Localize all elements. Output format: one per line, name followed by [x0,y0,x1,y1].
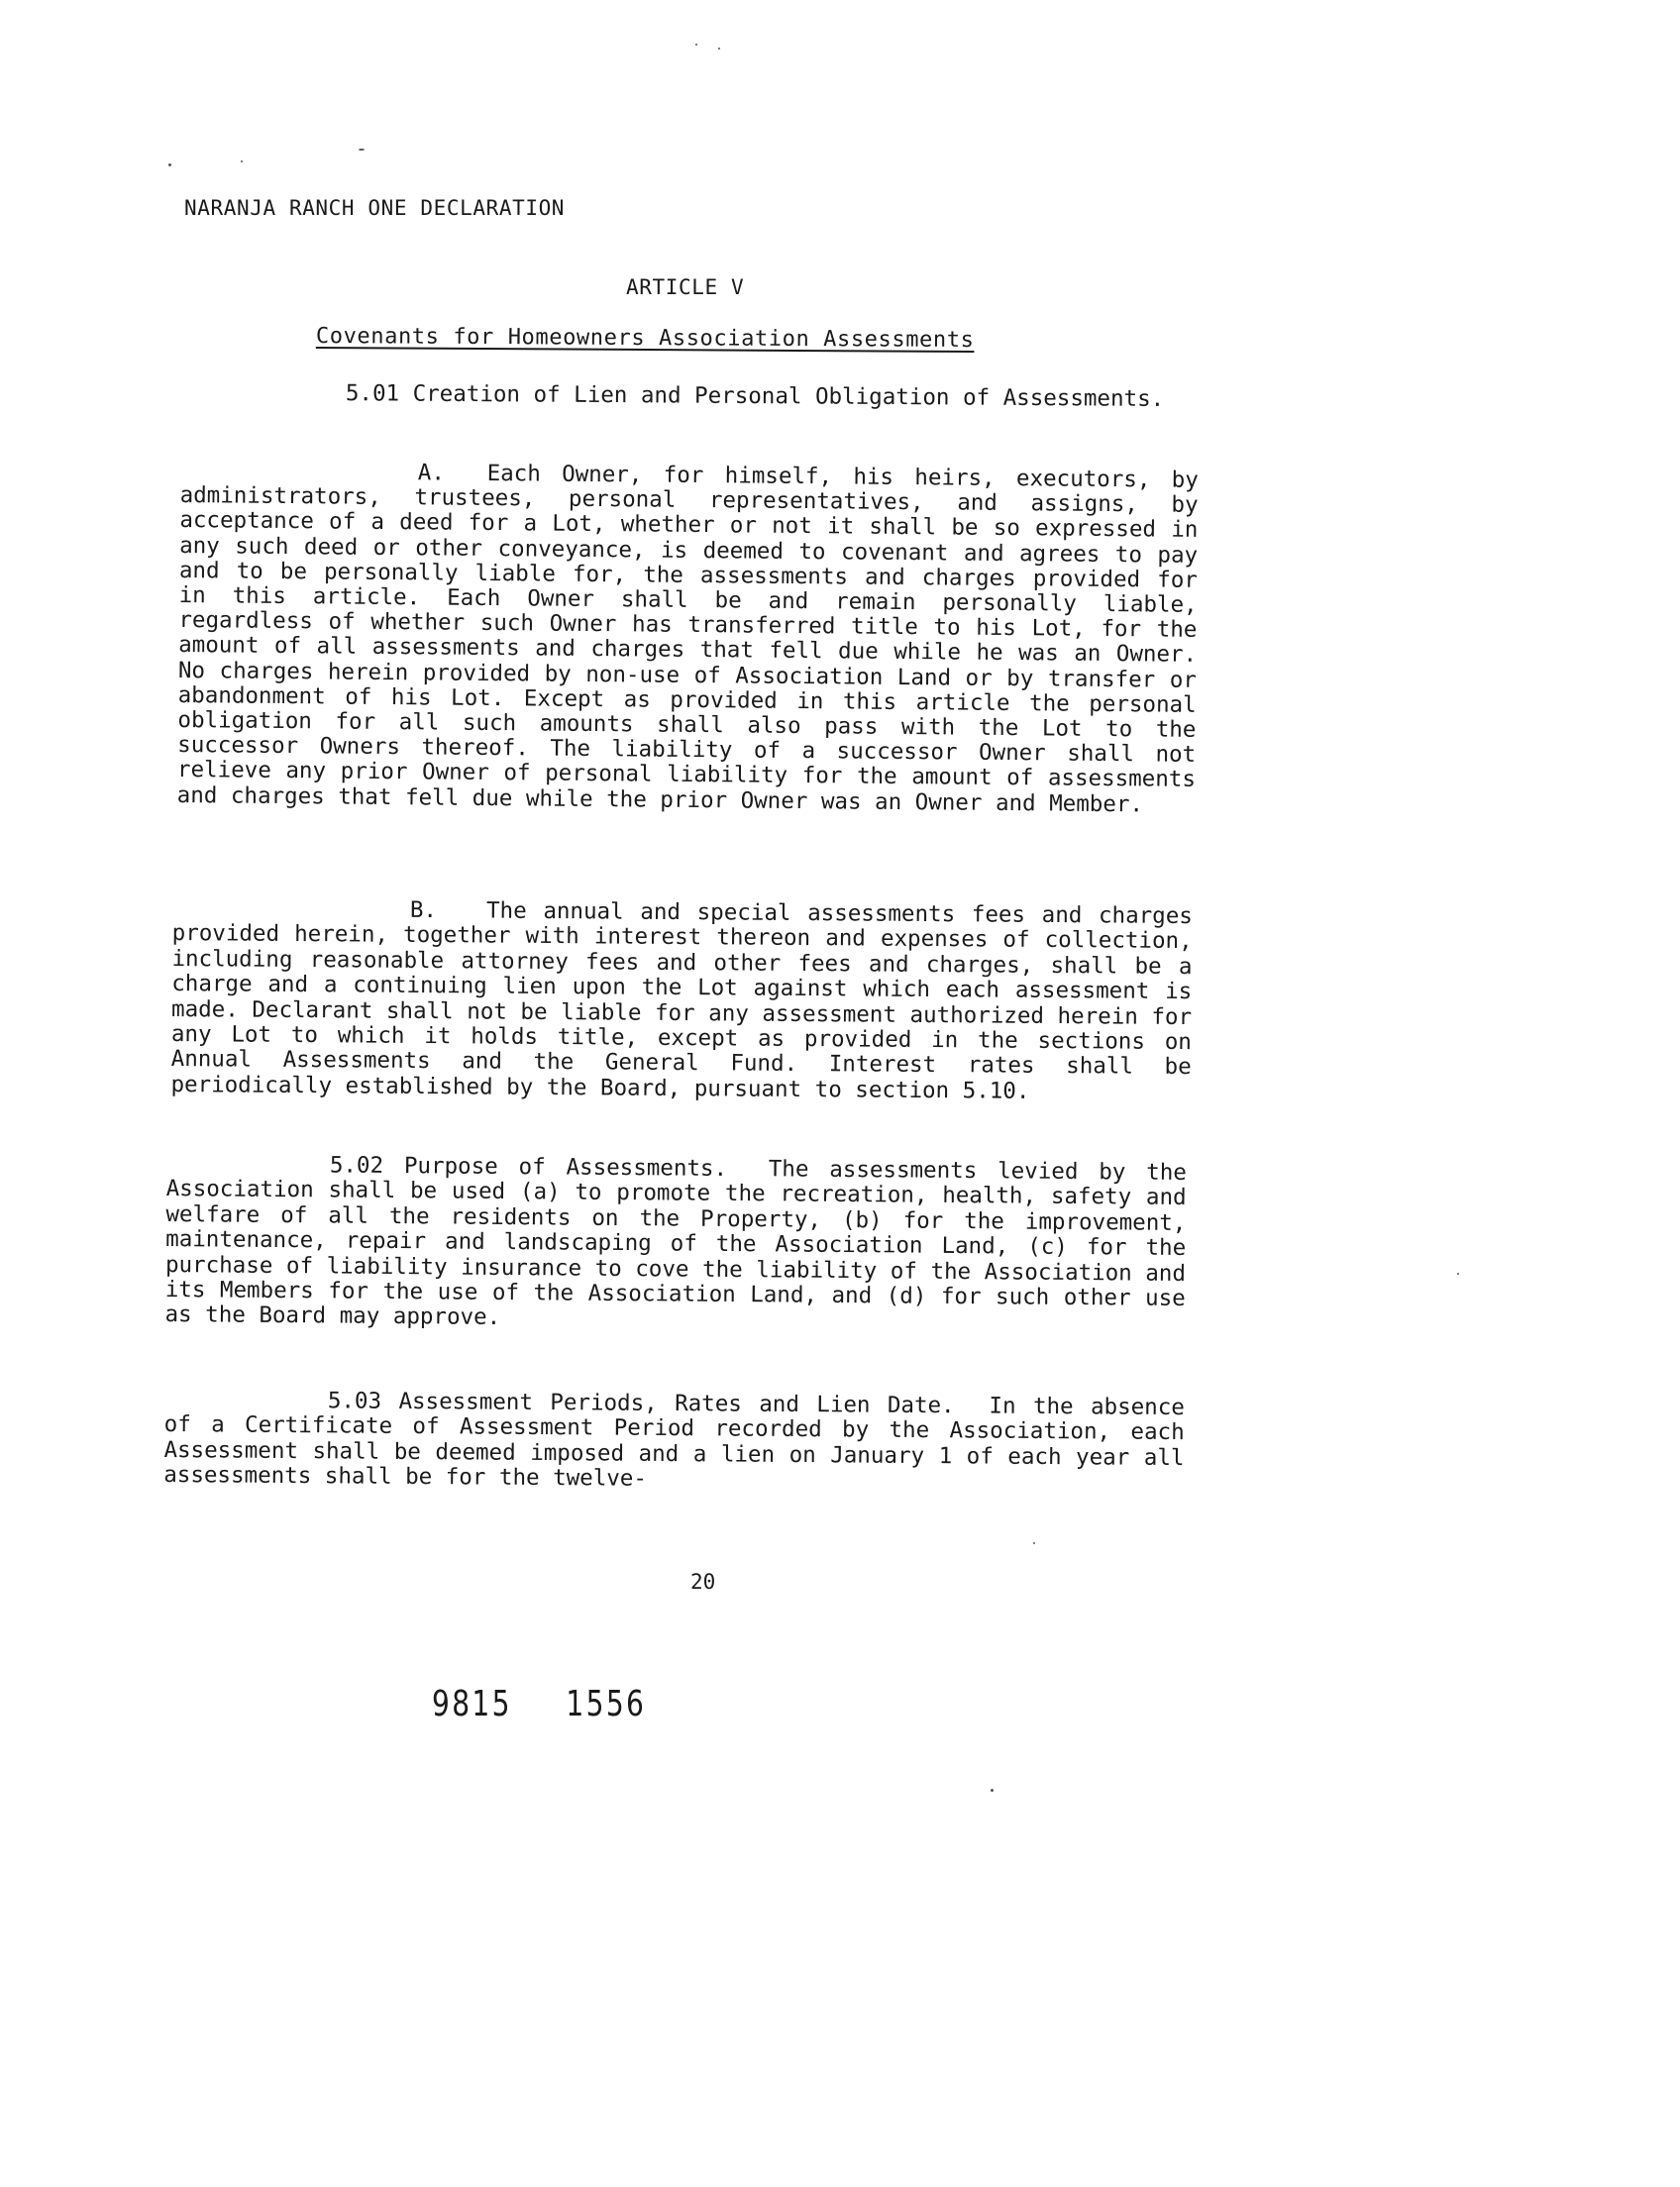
scan-speck [695,44,697,46]
section-5-02-heading: 5.02 Purpose of Assessments. [329,1152,728,1182]
section-5-03-heading: 5.03 Assessment Periods, Rates and Lien Date. [327,1388,955,1419]
scan-speck [1033,1542,1035,1544]
section-5-03-text: In the absence of a Certificate of Assessment Period recorded by the Association, each Assessment shall be deemed imposed and a lien on January 1 of each year all assessments shall be for the twelve- [163,1393,1185,1493]
scan-speck [168,163,171,166]
section-5-01-text: 5.01 Creation of Lien and Personal Obligation of Assessments. [345,380,1165,412]
page-number: 20 [690,1570,716,1594]
section-5-02 [164,1152,1187,1337]
book-number: 9815 [432,1684,512,1724]
paragraph-a-text: Each Owner, for himself, his heirs, executors, by administrators, trustees, personal representatives, and assigns, by acceptance of a deed for a Lot, whether or not it shall be so expressed in any such deed or other conveyance, is deemed to covenant and agrees to pay and to be personally liable for, the assessments and charges provided for in this article. Each Owner shall be and remain personally liable, regardless of whether such Owner has transferred title to his Lot, for the amount of all assessments and charges that fell due while he was an Owner. No charges herein provided by non-use of Association Land or by transfer or abandonment of his Lot. Except as provided in this article the personal obligation for all such amounts shall also pass with the Lot to the successor Owners thereof. The liability of a successor Owner shall not relieve any prior Owner of personal liability for the amount of assessments and charges that fell due while the prior Owner was an Owner and Member. [176,460,1199,817]
recording-stamp [432,1684,700,1724]
scan-speck [1457,1273,1459,1275]
article-heading: ARTICLE V [626,275,745,299]
scan-speck [718,48,720,50]
section-5-02-text: The assessments levied by the Association shall be used (a) to promote the recreation, health, safety and welfare of all the residents on the Property, (b) for the improvement, maintenance, repair and landscaping of the Association Land, (c) for the purchase of liability insurance to cove the liability of the Association and its Members for the use of the Association Land, and (d) for such other use as the Board may approve. [164,1156,1187,1331]
page-reference-number: 1556 [566,1684,647,1724]
document-header: NARANJA RANCH ONE DECLARATION [184,196,566,220]
section-5-03 [163,1388,1185,1497]
scan-speck [991,1789,994,1792]
section-5-01-heading [182,380,1203,412]
scan-speck [241,160,243,162]
paragraph-b-text: The annual and special assessments fees and charges provided herein, together with interest thereon and expenses of collection, including reasonable attorney fees and other fees and charges, shall be a charge and a continuing lien upon the Lot against which each assessment is made. Declarant shall not be liable for any assessment authorized herein for any Lot to which it holds title, except as provided in the sections on Annual Assessments and the General Fund. Interest rates shall be periodically established by the Board, pursuant to section 5.10. [170,897,1193,1104]
paragraph-b-label: B. [409,896,438,924]
paragraph-b [170,896,1193,1105]
article-subtitle: Covenants for Homeowners Association Assessments [315,324,975,354]
paragraph-a [177,459,1199,818]
scan-speck [359,149,365,151]
paragraph-a-label: A. [417,460,446,486]
